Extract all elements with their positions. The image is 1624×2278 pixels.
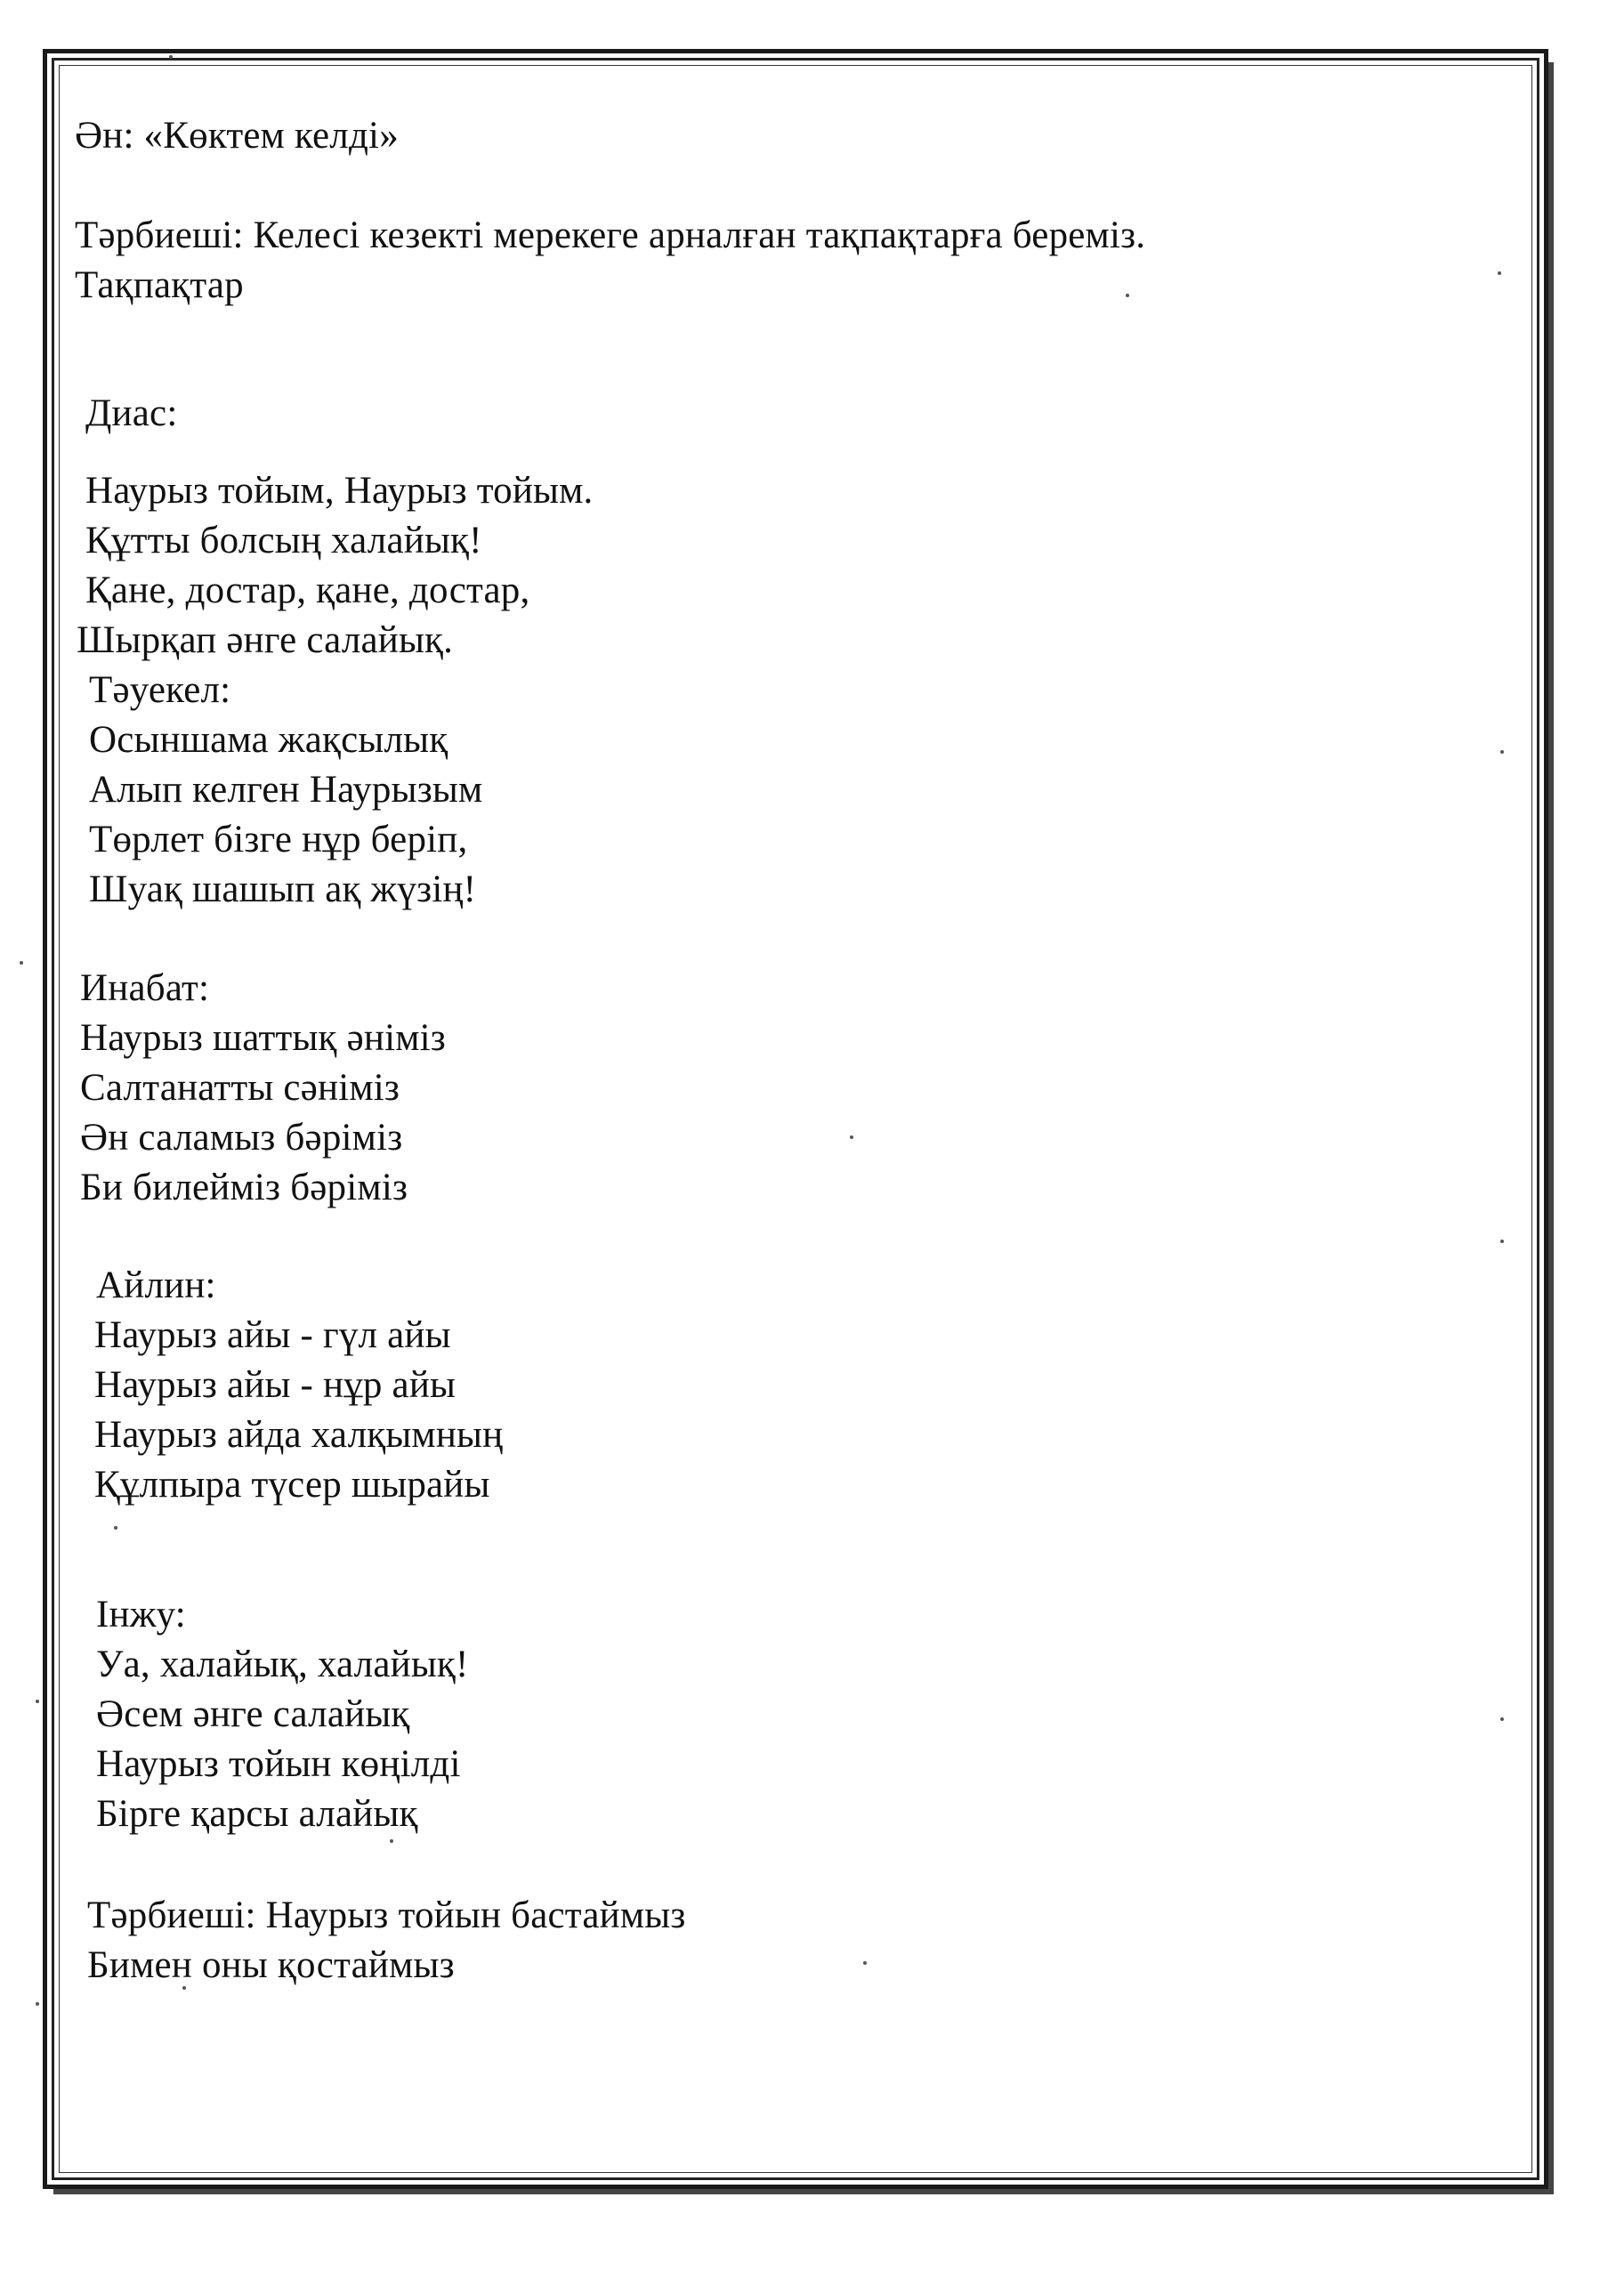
teacher-outro-line-2: Бимен оны қостаймыз bbox=[87, 1944, 455, 1986]
scan-speck bbox=[1498, 271, 1501, 275]
speaker-name: Тәуекел: bbox=[89, 669, 231, 711]
speaker-name: Інжу: bbox=[96, 1594, 186, 1636]
poem-line: Бірге қарсы алайық bbox=[96, 1793, 418, 1835]
teacher-intro-line-1: Тәрбиеші: Келесі кезекті мерекеге арналған тақпақтарға береміз. bbox=[75, 214, 1146, 256]
poem-line: Осыншама жақсылық bbox=[89, 719, 448, 761]
poem-line: Ән саламыз бәріміз bbox=[80, 1117, 403, 1159]
teacher-intro-line-2: Тақпақтар bbox=[75, 264, 244, 306]
poem-line: Алып келген Наурызым bbox=[89, 769, 483, 811]
scan-speck bbox=[1500, 750, 1504, 754]
scan-speck bbox=[1126, 294, 1129, 297]
poem-line: Құлпыра түсер шырайы bbox=[94, 1464, 490, 1506]
poem-line: Қане, достар, қане, достар, bbox=[85, 570, 530, 611]
poem-line: Төрлет бізге нұр беріп, bbox=[89, 819, 468, 860]
scan-speck bbox=[20, 961, 23, 965]
poem-line: Наурыз айы - нұр айы bbox=[94, 1364, 456, 1406]
poem-line: Наурыз тойын көңілді bbox=[96, 1743, 461, 1785]
poem-line: Салтанатты сәніміз bbox=[80, 1067, 400, 1109]
scan-speck bbox=[863, 1961, 867, 1965]
poem-line: Шырқап әнге салайық. bbox=[77, 619, 454, 661]
scan-speck bbox=[850, 1135, 853, 1139]
page-border-shadow-bottom bbox=[53, 2189, 1554, 2194]
poem-line: Би билейміз бәріміз bbox=[80, 1167, 408, 1208]
poem-line: Наурыз шаттық әніміз bbox=[80, 1017, 446, 1059]
scan-speck bbox=[36, 2002, 39, 2006]
speaker-name: Диас: bbox=[85, 392, 178, 434]
scan-speck bbox=[1500, 1240, 1504, 1243]
poem-line: Наурыз айда халқымның bbox=[94, 1414, 504, 1456]
poem-line: Құтты болсың халайық! bbox=[85, 520, 482, 561]
scan-speck bbox=[182, 1986, 186, 1990]
scan-speck bbox=[169, 55, 173, 59]
speaker-name: Айлин: bbox=[96, 1264, 216, 1306]
scan-speck bbox=[36, 1700, 39, 1703]
poem-line: Шуақ шашып ақ жүзің! bbox=[89, 868, 477, 910]
scan-speck bbox=[114, 1526, 117, 1530]
poem-line: Әсем әнге салайық bbox=[96, 1693, 410, 1735]
page-border-shadow-right bbox=[1548, 62, 1554, 2193]
song-title: Ән: «Көктем келді» bbox=[75, 115, 399, 157]
poem-line: Наурыз айы - гүл айы bbox=[94, 1314, 451, 1356]
teacher-outro-line-1: Тәрбиеші: Наурыз тойын бастаймыз bbox=[87, 1894, 686, 1936]
scan-speck bbox=[1500, 1717, 1504, 1721]
poem-line: Уа, халайық, халайық! bbox=[96, 1644, 469, 1685]
speaker-name: Инабат: bbox=[80, 967, 210, 1009]
scan-speck bbox=[390, 1839, 393, 1843]
poem-line: Наурыз тойым, Наурыз тойым. bbox=[85, 470, 594, 512]
